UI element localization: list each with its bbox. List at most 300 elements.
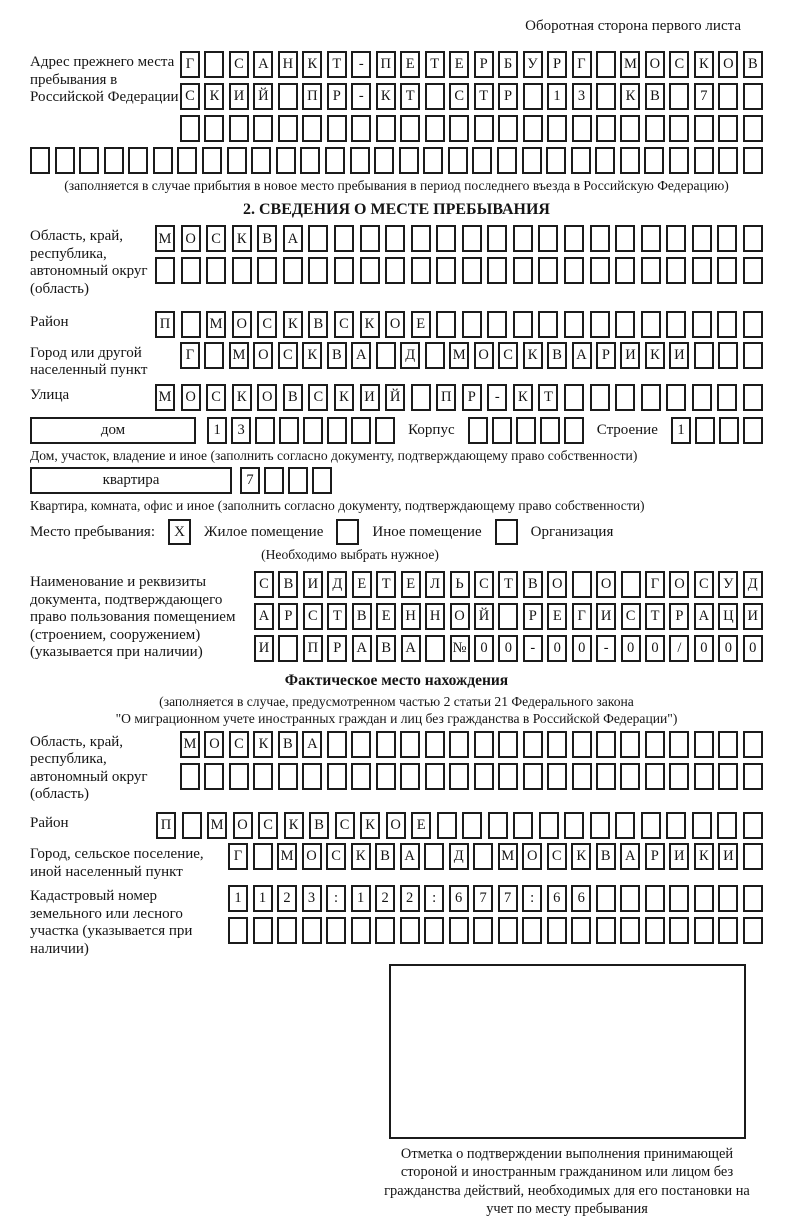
char-cell[interactable] [424, 843, 444, 870]
char-cell[interactable]: С [669, 51, 689, 78]
char-cell[interactable] [743, 83, 763, 110]
char-cell[interactable] [474, 731, 494, 758]
char-cell[interactable]: К [232, 384, 252, 411]
char-cell[interactable] [462, 225, 482, 252]
char-cell[interactable]: В [278, 731, 298, 758]
char-cell[interactable] [513, 225, 533, 252]
char-cell[interactable]: Е [376, 603, 396, 630]
char-cell[interactable]: Й [385, 384, 405, 411]
char-cell[interactable] [425, 115, 445, 142]
char-cell[interactable] [596, 763, 616, 790]
char-cell[interactable]: Г [572, 51, 592, 78]
char-cell[interactable] [564, 812, 584, 839]
char-cell[interactable] [596, 731, 616, 758]
char-cell[interactable] [615, 257, 635, 284]
char-cell[interactable] [743, 843, 763, 870]
char-cell[interactable] [694, 342, 714, 369]
char-cell[interactable]: В [375, 843, 395, 870]
char-cell[interactable]: П [302, 83, 322, 110]
char-cell[interactable] [153, 147, 173, 174]
char-cell[interactable]: 1 [547, 83, 567, 110]
char-cell[interactable]: О [450, 603, 470, 630]
char-cell[interactable]: 0 [498, 635, 518, 662]
char-cell[interactable] [743, 417, 763, 444]
char-cell[interactable] [645, 917, 665, 944]
char-cell[interactable]: А [572, 342, 592, 369]
char-cell[interactable]: И [620, 342, 640, 369]
checkbox-organization[interactable] [495, 519, 518, 545]
char-cell[interactable]: 0 [645, 635, 665, 662]
char-cell[interactable] [547, 763, 567, 790]
char-cell[interactable] [621, 571, 641, 598]
char-cell[interactable]: О [718, 51, 738, 78]
char-cell[interactable] [436, 257, 456, 284]
char-cell[interactable]: М [155, 225, 175, 252]
char-cell[interactable]: - [351, 83, 371, 110]
char-cell[interactable] [436, 225, 456, 252]
char-cell[interactable] [546, 147, 566, 174]
char-cell[interactable] [411, 225, 431, 252]
char-cell[interactable]: К [284, 812, 304, 839]
char-cell[interactable] [743, 917, 763, 944]
char-cell[interactable]: Г [572, 603, 592, 630]
char-cell[interactable]: К [204, 83, 224, 110]
char-cell[interactable] [523, 731, 543, 758]
char-cell[interactable]: В [352, 603, 372, 630]
char-cell[interactable] [104, 147, 124, 174]
char-cell[interactable] [30, 147, 50, 174]
char-cell[interactable] [718, 147, 738, 174]
char-cell[interactable]: Е [401, 571, 421, 598]
char-cell[interactable]: С [694, 571, 714, 598]
char-cell[interactable]: Й [474, 603, 494, 630]
char-cell[interactable] [462, 257, 482, 284]
char-cell[interactable] [669, 731, 689, 758]
char-cell[interactable] [279, 417, 299, 444]
char-cell[interactable]: Т [400, 83, 420, 110]
char-cell[interactable]: О [181, 225, 201, 252]
char-cell[interactable]: С [449, 83, 469, 110]
char-cell[interactable] [596, 115, 616, 142]
char-cell[interactable]: П [155, 311, 175, 338]
char-cell[interactable]: Л [425, 571, 445, 598]
char-cell[interactable]: С [278, 342, 298, 369]
char-cell[interactable]: Р [669, 603, 689, 630]
char-cell[interactable] [669, 917, 689, 944]
char-cell[interactable]: № [450, 635, 470, 662]
char-cell[interactable]: М [206, 311, 226, 338]
char-cell[interactable] [666, 225, 686, 252]
char-cell[interactable]: 1 [207, 417, 227, 444]
char-cell[interactable] [253, 763, 273, 790]
char-cell[interactable]: М [277, 843, 297, 870]
char-cell[interactable] [327, 731, 347, 758]
char-cell[interactable]: : [424, 885, 444, 912]
char-cell[interactable]: Р [278, 603, 298, 630]
char-cell[interactable] [229, 115, 249, 142]
char-cell[interactable]: Д [327, 571, 347, 598]
char-cell[interactable] [615, 812, 635, 839]
char-cell[interactable] [717, 257, 737, 284]
char-cell[interactable]: В [376, 635, 396, 662]
char-cell[interactable] [351, 417, 371, 444]
char-cell[interactable] [79, 147, 99, 174]
char-cell[interactable]: В [257, 225, 277, 252]
char-cell[interactable] [423, 147, 443, 174]
char-cell[interactable] [375, 417, 395, 444]
char-cell[interactable] [303, 417, 323, 444]
char-cell[interactable]: М [498, 843, 518, 870]
char-cell[interactable] [326, 917, 346, 944]
char-cell[interactable]: А [352, 635, 372, 662]
char-cell[interactable]: Д [743, 571, 763, 598]
char-cell[interactable]: С [206, 384, 226, 411]
char-cell[interactable] [302, 763, 322, 790]
char-cell[interactable]: О [522, 843, 542, 870]
char-cell[interactable]: И [743, 603, 763, 630]
char-cell[interactable] [425, 342, 445, 369]
char-cell[interactable] [449, 917, 469, 944]
char-cell[interactable]: М [229, 342, 249, 369]
char-cell[interactable]: О [645, 51, 665, 78]
char-cell[interactable] [278, 635, 298, 662]
char-cell[interactable]: Ц [718, 603, 738, 630]
char-cell[interactable] [253, 115, 273, 142]
char-cell[interactable] [400, 917, 420, 944]
char-cell[interactable]: М [180, 731, 200, 758]
char-cell[interactable] [694, 917, 714, 944]
char-cell[interactable]: А [253, 51, 273, 78]
char-cell[interactable] [278, 763, 298, 790]
char-cell[interactable] [695, 417, 715, 444]
char-cell[interactable] [743, 257, 763, 284]
char-cell[interactable] [257, 257, 277, 284]
char-cell[interactable]: К [571, 843, 591, 870]
char-cell[interactable]: Р [547, 51, 567, 78]
char-cell[interactable] [376, 342, 396, 369]
char-cell[interactable] [288, 467, 308, 494]
char-cell[interactable] [449, 763, 469, 790]
char-cell[interactable]: П [436, 384, 456, 411]
house-number[interactable] [207, 417, 395, 444]
char-cell[interactable] [571, 917, 591, 944]
char-cell[interactable] [181, 257, 201, 284]
char-cell[interactable]: С [254, 571, 274, 598]
char-cell[interactable]: А [400, 843, 420, 870]
char-cell[interactable] [596, 83, 616, 110]
char-cell[interactable] [302, 917, 322, 944]
char-cell[interactable]: И [303, 571, 323, 598]
char-cell[interactable] [743, 115, 763, 142]
char-cell[interactable]: - [351, 51, 371, 78]
char-cell[interactable] [717, 225, 737, 252]
char-cell[interactable]: О [669, 571, 689, 598]
char-cell[interactable] [204, 115, 224, 142]
char-cell[interactable]: С [258, 812, 278, 839]
char-cell[interactable]: 1 [228, 885, 248, 912]
char-cell[interactable] [498, 763, 518, 790]
char-cell[interactable] [228, 917, 248, 944]
char-cell[interactable]: А [351, 342, 371, 369]
char-cell[interactable]: Е [352, 571, 372, 598]
char-cell[interactable] [645, 763, 665, 790]
char-cell[interactable] [547, 115, 567, 142]
char-cell[interactable]: О [257, 384, 277, 411]
char-cell[interactable]: О [233, 812, 253, 839]
actual-district-line[interactable] [156, 812, 763, 839]
char-cell[interactable] [278, 115, 298, 142]
cadastral-line-2[interactable] [228, 917, 763, 944]
char-cell[interactable]: К [694, 51, 714, 78]
document-line-2[interactable] [254, 603, 763, 630]
char-cell[interactable] [743, 342, 763, 369]
char-cell[interactable] [424, 917, 444, 944]
char-cell[interactable]: Р [523, 603, 543, 630]
char-cell[interactable] [641, 812, 661, 839]
char-cell[interactable] [474, 115, 494, 142]
char-cell[interactable]: О [596, 571, 616, 598]
char-cell[interactable]: Т [425, 51, 445, 78]
char-cell[interactable] [595, 147, 615, 174]
char-cell[interactable] [539, 812, 559, 839]
actual-city-line[interactable] [228, 843, 763, 870]
cadastral-line-1[interactable] [228, 885, 763, 912]
char-cell[interactable] [538, 311, 558, 338]
char-cell[interactable] [360, 257, 380, 284]
char-cell[interactable] [181, 311, 201, 338]
char-cell[interactable] [312, 467, 332, 494]
char-cell[interactable]: О [253, 342, 273, 369]
street-line[interactable] [155, 384, 763, 411]
char-cell[interactable]: С [303, 603, 323, 630]
char-cell[interactable] [694, 147, 714, 174]
char-cell[interactable] [473, 843, 493, 870]
char-cell[interactable]: К [360, 311, 380, 338]
char-cell[interactable] [487, 225, 507, 252]
char-cell[interactable] [669, 115, 689, 142]
stroenie-number[interactable] [671, 417, 763, 444]
char-cell[interactable] [590, 225, 610, 252]
char-cell[interactable]: И [669, 342, 689, 369]
char-cell[interactable] [472, 147, 492, 174]
char-cell[interactable] [302, 115, 322, 142]
char-cell[interactable]: К [302, 51, 322, 78]
char-cell[interactable]: Г [228, 843, 248, 870]
char-cell[interactable]: Е [547, 603, 567, 630]
char-cell[interactable]: 1 [351, 885, 371, 912]
char-cell[interactable] [572, 115, 592, 142]
char-cell[interactable] [498, 917, 518, 944]
char-cell[interactable] [334, 257, 354, 284]
char-cell[interactable]: 1 [671, 417, 691, 444]
char-cell[interactable] [473, 917, 493, 944]
char-cell[interactable]: Р [462, 384, 482, 411]
prev-address-line-2[interactable] [180, 83, 763, 110]
checkbox-other-premises[interactable] [336, 519, 359, 545]
char-cell[interactable]: 0 [572, 635, 592, 662]
char-cell[interactable]: К [694, 843, 714, 870]
char-cell[interactable] [743, 311, 763, 338]
char-cell[interactable]: К [351, 843, 371, 870]
apartment-number[interactable] [240, 467, 332, 494]
checkbox-residential[interactable]: X [168, 519, 191, 545]
char-cell[interactable]: А [302, 731, 322, 758]
char-cell[interactable]: 6 [449, 885, 469, 912]
char-cell[interactable]: О [204, 731, 224, 758]
char-cell[interactable] [669, 147, 689, 174]
char-cell[interactable]: Т [327, 51, 347, 78]
char-cell[interactable] [718, 342, 738, 369]
char-cell[interactable]: А [694, 603, 714, 630]
char-cell[interactable] [564, 225, 584, 252]
char-cell[interactable] [645, 115, 665, 142]
char-cell[interactable] [718, 731, 738, 758]
actual-region-line-1[interactable] [180, 731, 763, 758]
char-cell[interactable]: О [302, 843, 322, 870]
prev-address-line-4[interactable] [30, 147, 763, 174]
char-cell[interactable] [692, 257, 712, 284]
prev-address-line-1[interactable] [180, 51, 763, 78]
char-cell[interactable]: - [487, 384, 507, 411]
char-cell[interactable] [666, 384, 686, 411]
char-cell[interactable] [376, 731, 396, 758]
char-cell[interactable] [513, 257, 533, 284]
char-cell[interactable] [374, 147, 394, 174]
region-line-1[interactable] [155, 225, 763, 252]
char-cell[interactable]: С [547, 843, 567, 870]
char-cell[interactable] [620, 885, 640, 912]
char-cell[interactable]: М [207, 812, 227, 839]
actual-region-line-2[interactable] [180, 763, 763, 790]
char-cell[interactable] [522, 917, 542, 944]
char-cell[interactable] [743, 812, 763, 839]
char-cell[interactable] [620, 147, 640, 174]
char-cell[interactable] [620, 763, 640, 790]
char-cell[interactable] [641, 257, 661, 284]
char-cell[interactable]: Е [411, 812, 431, 839]
char-cell[interactable] [645, 885, 665, 912]
char-cell[interactable] [155, 257, 175, 284]
char-cell[interactable] [376, 763, 396, 790]
char-cell[interactable]: К [232, 225, 252, 252]
char-cell[interactable] [253, 917, 273, 944]
char-cell[interactable]: П [303, 635, 323, 662]
char-cell[interactable] [596, 51, 616, 78]
char-cell[interactable]: А [620, 843, 640, 870]
char-cell[interactable] [564, 417, 584, 444]
char-cell[interactable] [523, 115, 543, 142]
char-cell[interactable]: Р [327, 635, 347, 662]
char-cell[interactable] [462, 311, 482, 338]
char-cell[interactable] [596, 885, 616, 912]
char-cell[interactable]: К [620, 83, 640, 110]
char-cell[interactable] [669, 885, 689, 912]
korpus-number[interactable] [468, 417, 584, 444]
char-cell[interactable] [694, 763, 714, 790]
char-cell[interactable]: К [376, 83, 396, 110]
char-cell[interactable] [666, 257, 686, 284]
char-cell[interactable]: Е [411, 311, 431, 338]
char-cell[interactable] [492, 417, 512, 444]
char-cell[interactable] [645, 731, 665, 758]
char-cell[interactable] [487, 311, 507, 338]
char-cell[interactable]: : [326, 885, 346, 912]
char-cell[interactable] [351, 731, 371, 758]
char-cell[interactable] [692, 812, 712, 839]
char-cell[interactable] [227, 147, 247, 174]
char-cell[interactable]: : [522, 885, 542, 912]
char-cell[interactable] [620, 917, 640, 944]
char-cell[interactable]: О [386, 812, 406, 839]
char-cell[interactable]: В [743, 51, 763, 78]
char-cell[interactable] [644, 147, 664, 174]
char-cell[interactable] [180, 115, 200, 142]
char-cell[interactable] [641, 384, 661, 411]
char-cell[interactable] [615, 384, 635, 411]
char-cell[interactable] [229, 763, 249, 790]
char-cell[interactable] [425, 763, 445, 790]
char-cell[interactable]: Е [400, 51, 420, 78]
char-cell[interactable] [351, 917, 371, 944]
char-cell[interactable] [523, 83, 543, 110]
char-cell[interactable]: Н [278, 51, 298, 78]
char-cell[interactable]: К [645, 342, 665, 369]
char-cell[interactable]: 0 [621, 635, 641, 662]
char-cell[interactable]: Р [596, 342, 616, 369]
char-cell[interactable] [743, 147, 763, 174]
char-cell[interactable]: - [523, 635, 543, 662]
char-cell[interactable]: К [302, 342, 322, 369]
char-cell[interactable] [283, 257, 303, 284]
char-cell[interactable] [232, 257, 252, 284]
char-cell[interactable]: Б [498, 51, 518, 78]
char-cell[interactable] [743, 384, 763, 411]
char-cell[interactable] [572, 731, 592, 758]
char-cell[interactable] [462, 812, 482, 839]
char-cell[interactable] [666, 311, 686, 338]
char-cell[interactable]: И [254, 635, 274, 662]
char-cell[interactable] [669, 763, 689, 790]
char-cell[interactable] [411, 384, 431, 411]
char-cell[interactable]: Ь [450, 571, 470, 598]
char-cell[interactable]: С [206, 225, 226, 252]
char-cell[interactable] [743, 225, 763, 252]
char-cell[interactable] [641, 311, 661, 338]
char-cell[interactable] [615, 225, 635, 252]
char-cell[interactable]: 3 [302, 885, 322, 912]
char-cell[interactable]: 0 [743, 635, 763, 662]
char-cell[interactable]: 7 [498, 885, 518, 912]
char-cell[interactable]: В [308, 311, 328, 338]
char-cell[interactable] [277, 917, 297, 944]
char-cell[interactable] [334, 225, 354, 252]
char-cell[interactable] [400, 115, 420, 142]
char-cell[interactable] [717, 311, 737, 338]
char-cell[interactable] [498, 603, 518, 630]
char-cell[interactable]: С [621, 603, 641, 630]
char-cell[interactable]: С [308, 384, 328, 411]
char-cell[interactable]: О [474, 342, 494, 369]
char-cell[interactable] [411, 257, 431, 284]
char-cell[interactable] [360, 225, 380, 252]
char-cell[interactable]: Н [401, 603, 421, 630]
char-cell[interactable] [204, 51, 224, 78]
char-cell[interactable]: С [257, 311, 277, 338]
char-cell[interactable]: / [669, 635, 689, 662]
char-cell[interactable]: В [547, 342, 567, 369]
char-cell[interactable]: Е [449, 51, 469, 78]
char-cell[interactable]: М [155, 384, 175, 411]
